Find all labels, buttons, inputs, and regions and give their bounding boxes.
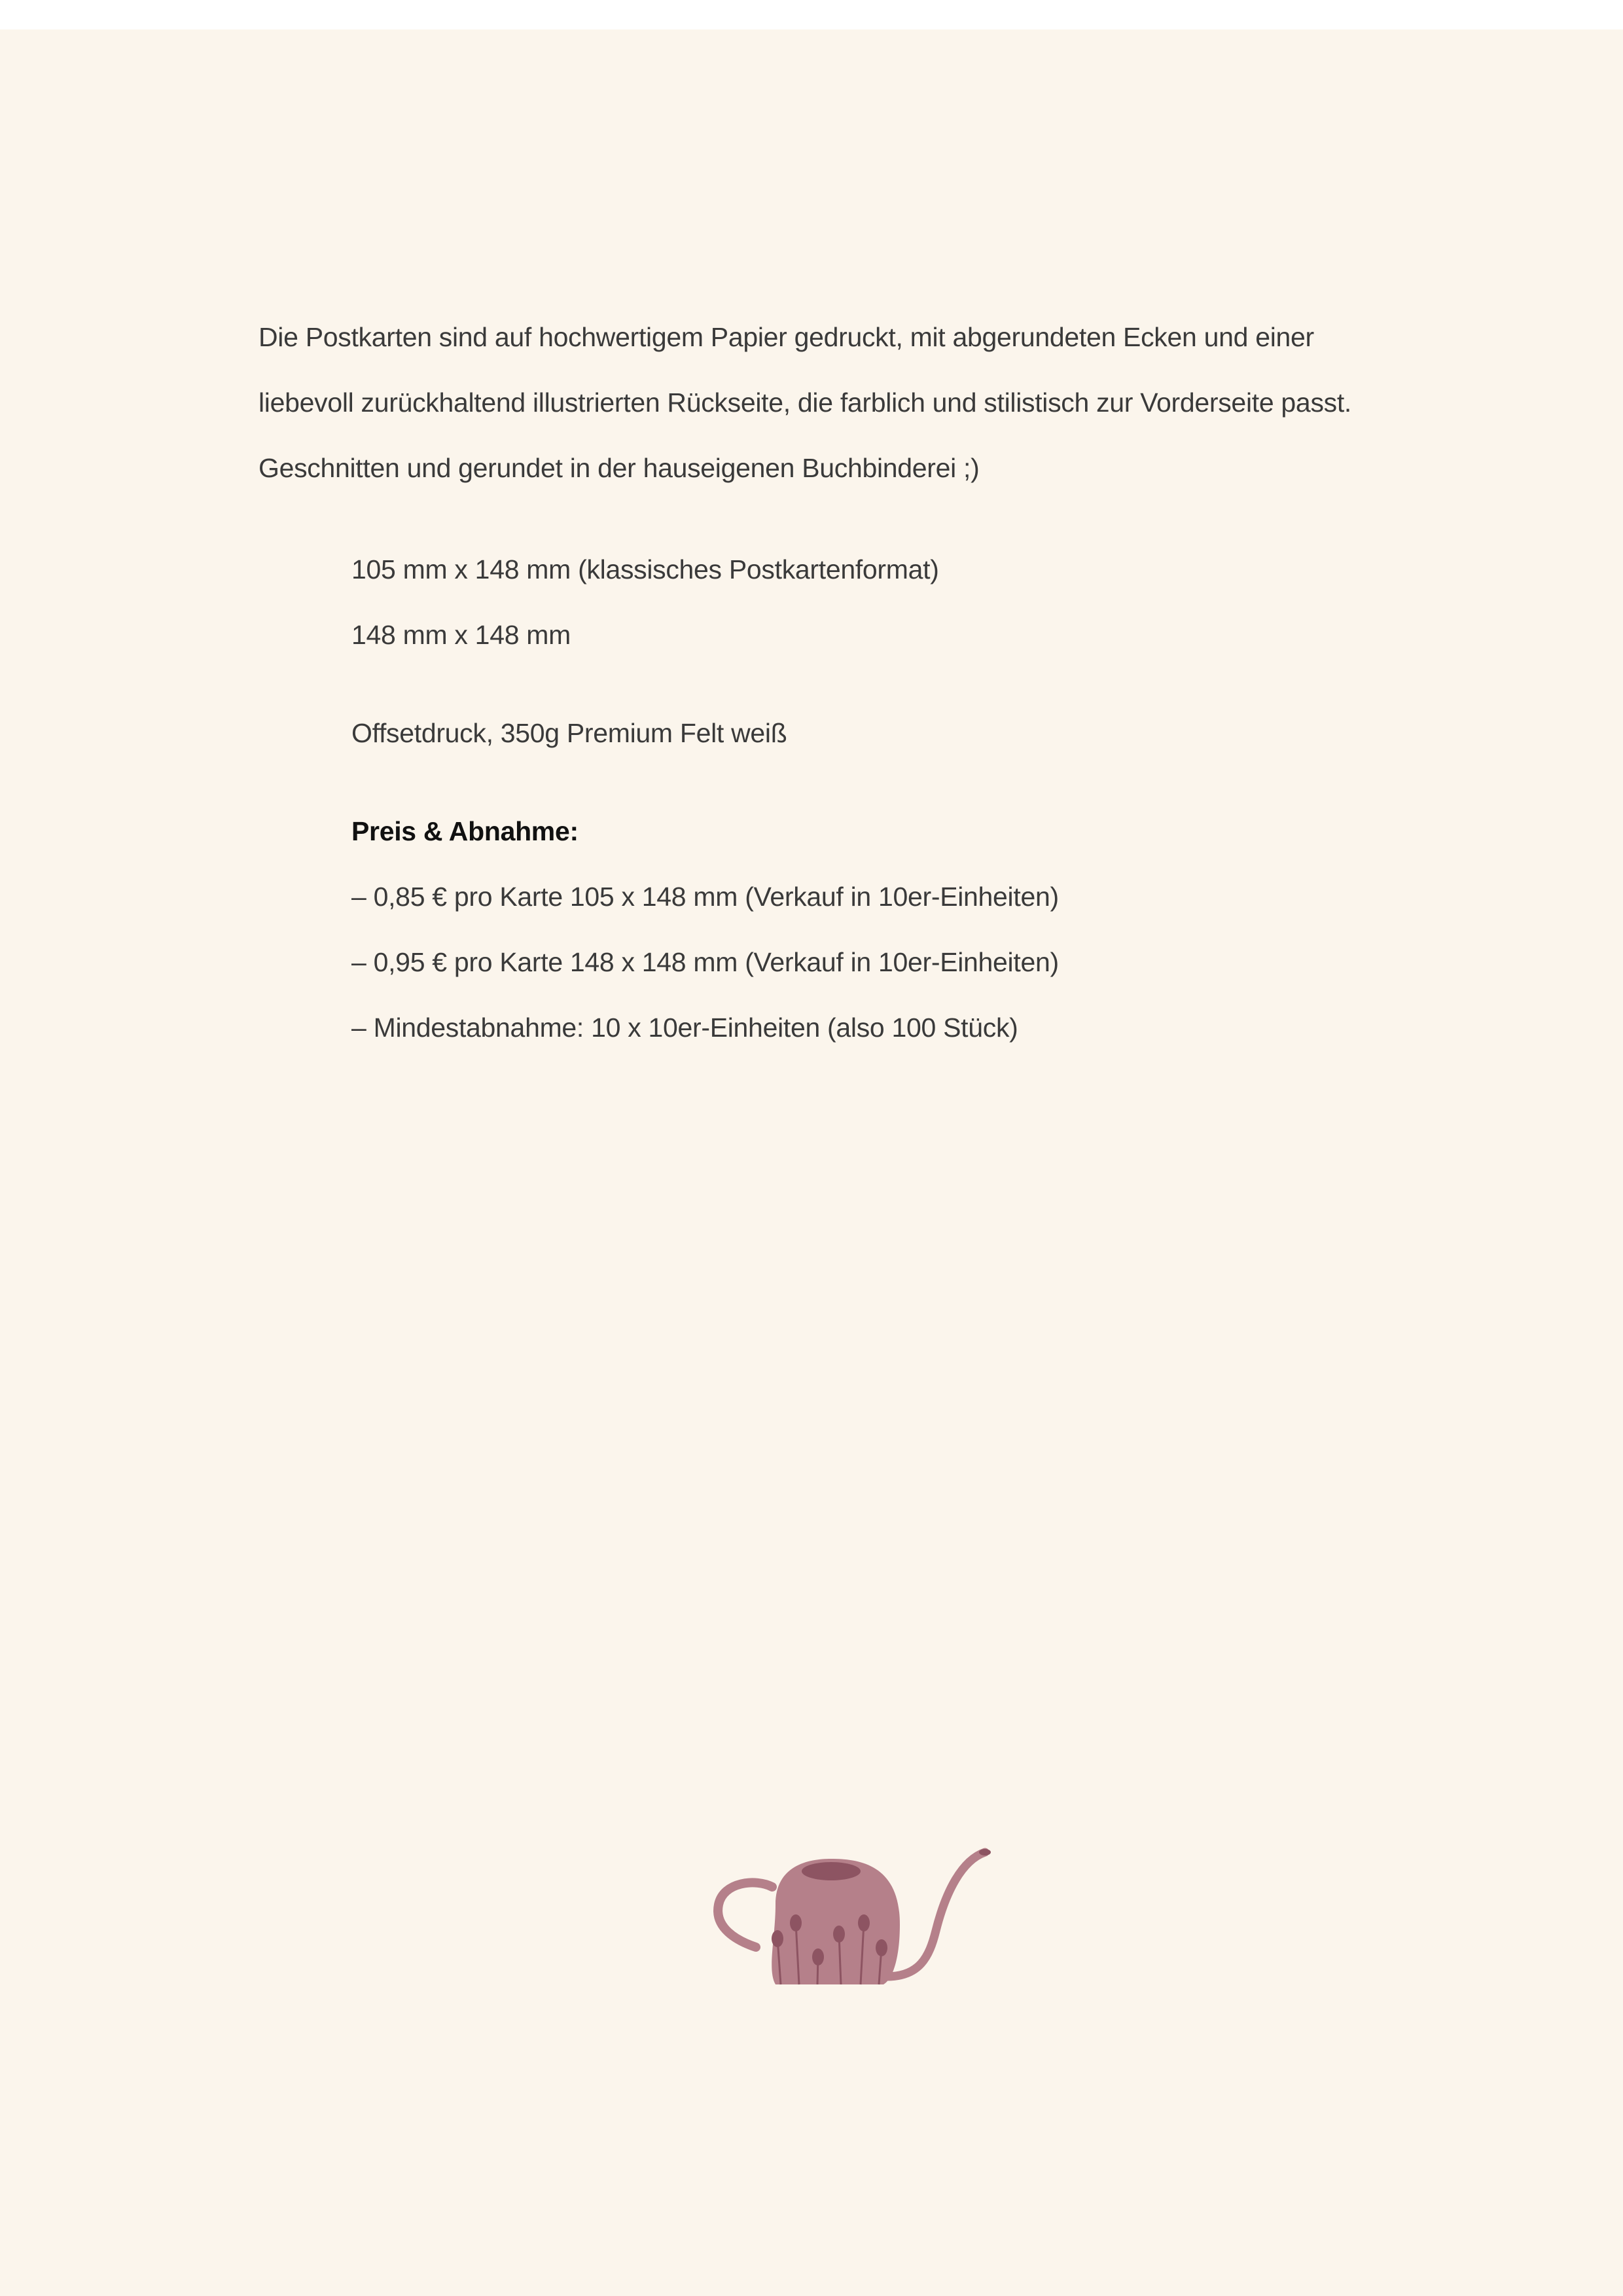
- intro-line-3: Geschnitten und gerundet in der hauseigenen Buchbinderei ;): [259, 453, 980, 483]
- minimum-order: – Mindestabnahme: 10 x 10er-Einheiten (also 100 Stück): [351, 1013, 1018, 1043]
- print-spec: Offsetdruck, 350g Premium Felt weiß: [351, 718, 787, 748]
- watering-can-opening: [802, 1862, 861, 1880]
- price-item-1: – 0,85 € pro Karte 105 x 148 mm (Verkauf in 10er-Einheiten): [351, 882, 1059, 912]
- watering-can-icon: [710, 1820, 1024, 2016]
- watering-can-spout: [887, 1852, 985, 1977]
- format-2: 148 mm x 148 mm: [351, 620, 571, 650]
- watering-can-spout-tip: [979, 1849, 991, 1856]
- format-1: 105 mm x 148 mm (klassisches Postkartenformat): [351, 554, 939, 584]
- pricing-heading: Preis & Abnahme:: [351, 816, 579, 846]
- intro-line-2: liebevoll zurückhaltend illustrierten Rückseite, die farblich und stilistisch zur Vorderseite passt.: [259, 387, 1352, 418]
- watering-can-handle: [718, 1882, 772, 1947]
- price-item-2: – 0,95 € pro Karte 148 x 148 mm (Verkauf in 10er-Einheiten): [351, 947, 1059, 977]
- intro-line-1: Die Postkarten sind auf hochwertigem Papier gedruckt, mit abgerundeten Ecken und einer: [259, 322, 1314, 352]
- intro-paragraph: [259, 304, 1410, 501]
- document-page: [0, 29, 1623, 2296]
